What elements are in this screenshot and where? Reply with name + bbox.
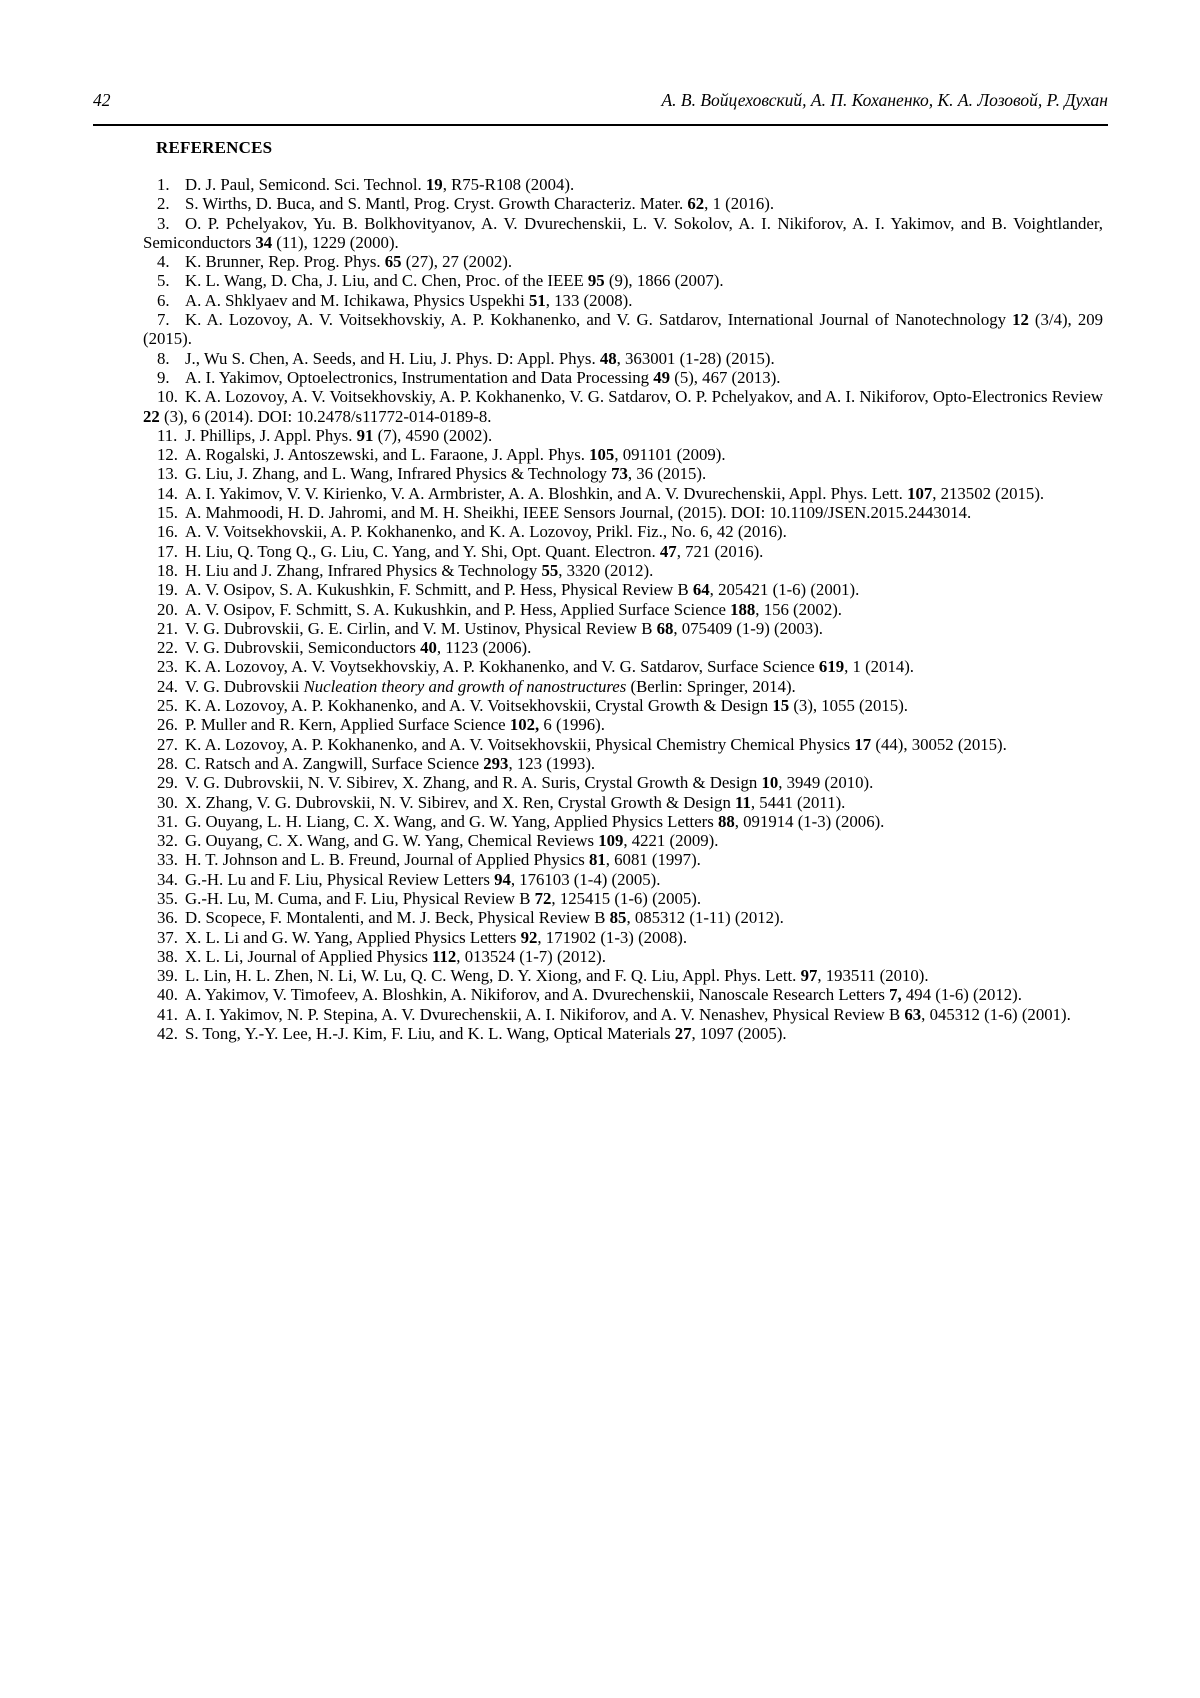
- reference-text: 68: [656, 618, 674, 638]
- reference-number: 32.: [157, 831, 178, 851]
- reference-text: 49: [653, 367, 671, 387]
- reference-text: 40: [420, 638, 437, 658]
- reference-text: 112: [432, 946, 457, 966]
- reference-number: 38.: [157, 946, 178, 966]
- reference-item: [143, 561, 1103, 580]
- reference-text: 55: [541, 560, 559, 580]
- reference-number: 23.: [157, 657, 178, 677]
- reference-text: X. Zhang, V. G. Dubrovskii, N. V. Sibirev, and X. Ren, Crystal Growth & Design: [185, 792, 736, 812]
- reference-item: [143, 310, 1103, 349]
- reference-text: H. T. Johnson and L. B. Freund, Journal of Applied Physics: [185, 850, 589, 870]
- reference-number: 29.: [157, 773, 178, 793]
- reference-text: G. Liu, J. Zhang, and L. Wang, Infrared Physics & Technology: [185, 464, 612, 484]
- reference-item: [143, 947, 1103, 966]
- reference-item: [143, 928, 1103, 947]
- reference-item: [143, 850, 1103, 869]
- reference-text: D. J. Paul, Semicond. Sci. Technol.: [185, 175, 426, 194]
- reference-text: K. A. Lozovoy, A. P. Kokhanenko, and A. V. Voitsekhovskii, Crystal Growth & Design: [185, 696, 773, 716]
- reference-text: A. V. Osipov, S. A. Kukushkin, F. Schmitt, and P. Hess, Physical Review B: [185, 580, 693, 600]
- reference-item: [143, 696, 1103, 715]
- reference-text: , 176103 (1-4) (2005).: [510, 869, 661, 889]
- reference-text: 85: [609, 908, 627, 928]
- reference-number: 2.: [157, 194, 170, 214]
- reference-number: 16.: [157, 522, 178, 542]
- reference-text: 17: [854, 734, 872, 754]
- reference-item: [143, 1024, 1103, 1043]
- reference-text: 81: [588, 850, 606, 870]
- reference-text: (9), 1866 (2007).: [604, 271, 724, 291]
- reference-number: 42.: [157, 1024, 178, 1044]
- reference-item: [143, 600, 1103, 619]
- reference-item: [143, 214, 1103, 253]
- reference-text: 88: [717, 811, 735, 831]
- reference-text: 7,: [889, 985, 902, 1005]
- references-list: [143, 175, 1103, 1043]
- page-content: [93, 88, 1108, 1043]
- reference-number: 7.: [157, 310, 170, 330]
- reference-text: 63: [904, 1004, 922, 1024]
- reference-item: [143, 464, 1103, 483]
- reference-text: 11: [735, 792, 751, 812]
- reference-item: [143, 580, 1103, 599]
- reference-item: [143, 426, 1103, 445]
- reference-text: 65: [384, 252, 402, 272]
- reference-text: , 123 (1993).: [508, 753, 596, 773]
- page-header: [93, 88, 1108, 124]
- reference-item: [143, 908, 1103, 927]
- reference-text: 15: [772, 696, 790, 716]
- reference-text: (3/4), 209 (2015).: [143, 310, 1103, 349]
- reference-number: 3.: [157, 213, 170, 233]
- reference-item: [143, 445, 1103, 464]
- reference-text: J. Phillips, J. Appl. Phys.: [185, 425, 357, 445]
- reference-text: 62: [687, 194, 705, 214]
- reference-text: 107: [907, 483, 933, 503]
- reference-number: 21.: [157, 618, 178, 638]
- reference-text: (27), 27 (2002).: [401, 252, 513, 272]
- reference-text: 293: [483, 753, 509, 773]
- reference-text: C. Ratsch and A. Zangwill, Surface Science: [185, 753, 484, 773]
- reference-text: X. L. Li, Journal of Applied Physics: [185, 946, 433, 966]
- reference-text: 10: [761, 773, 779, 793]
- reference-item: [143, 484, 1103, 503]
- reference-text: K. A. Lozovoy, A. V. Voitsekhovskiy, A. P. Kokhanenko, and V. G. Satdarov, International Journal of Nanotechnology: [185, 310, 1013, 330]
- reference-text: 97: [800, 966, 818, 986]
- reference-item: [143, 194, 1103, 213]
- reference-text: 51: [528, 290, 546, 310]
- reference-text: , 36 (2015).: [627, 464, 707, 484]
- reference-number: 30.: [157, 792, 178, 812]
- reference-number: 1.: [157, 175, 170, 194]
- reference-text: (3), 6 (2014). DOI: 10.2478/s11772-014-0189-8.: [159, 406, 492, 426]
- reference-text: A. Mahmoodi, H. D. Jahromi, and M. H. Sheikhi, IEEE Sensors Journal, (2015). DOI: 10.1109/JSEN.2015.2443014.: [185, 503, 972, 523]
- reference-number: 36.: [157, 908, 178, 928]
- reference-text: 91: [356, 425, 374, 445]
- reference-text: V. G. Dubrovskii, N. V. Sibirev, X. Zhang, and R. A. Suris, Crystal Growth & Design: [185, 773, 762, 793]
- reference-text: 64: [692, 580, 710, 600]
- reference-text: A. Yakimov, V. Timofeev, A. Bloshkin, A. Nikiforov, and A. Dvurechenskii, Nanoscale Research Letters: [185, 985, 890, 1005]
- reference-item: [143, 387, 1103, 426]
- reference-text: , 6081 (1997).: [605, 850, 701, 870]
- reference-text: , 171902 (1-3) (2008).: [537, 927, 688, 947]
- reference-text: A. V. Voitsekhovskii, A. P. Kokhanenko, and K. A. Lozovoy, Prikl. Fiz., No. 6, 42 (2016).: [185, 522, 787, 542]
- reference-text: Nucleation theory and growth of nanostructures: [303, 676, 627, 696]
- reference-text: , 091914 (1-3) (2006).: [734, 811, 885, 831]
- reference-text: 102,: [509, 715, 540, 735]
- reference-text: G.-H. Lu and F. Liu, Physical Review Letters: [185, 869, 495, 889]
- reference-item: [143, 638, 1103, 657]
- reference-number: 31.: [157, 811, 178, 831]
- reference-item: [143, 522, 1103, 541]
- reference-text: , 045312 (1-6) (2001).: [921, 1004, 1071, 1024]
- reference-number: 5.: [157, 271, 170, 291]
- reference-text: 95: [587, 271, 605, 291]
- reference-item: [143, 812, 1103, 831]
- reference-text: K. A. Lozovoy, A. V. Voytsekhovskiy, A. P. Kokhanenko, and V. G. Satdarov, Surface Science: [185, 657, 819, 677]
- reference-text: 72: [534, 888, 552, 908]
- reference-text: , 085312 (1-11) (2012).: [626, 908, 784, 928]
- reference-text: , 193511 (2010).: [817, 966, 929, 986]
- reference-number: 27.: [157, 734, 178, 754]
- reference-text: , 075409 (1-9) (2003).: [673, 618, 823, 638]
- reference-text: 92: [520, 927, 538, 947]
- reference-text: (7), 4590 (2002).: [373, 425, 493, 445]
- reference-text: S. Tong, Y.-Y. Lee, H.-J. Kim, F. Liu, and K. L. Wang, Optical Materials: [185, 1024, 675, 1044]
- reference-text: 12: [1012, 310, 1029, 330]
- reference-text: A. I. Yakimov, N. P. Stepina, A. V. Dvurechenskii, A. I. Nikiforov, and A. V. Nenashev, Physical Review B: [185, 1004, 905, 1024]
- header-rule: [93, 124, 1108, 126]
- page-number: 42: [93, 90, 111, 110]
- reference-text: , 1097 (2005).: [691, 1024, 787, 1044]
- reference-text: G.-H. Lu, M. Cuma, and F. Liu, Physical Review B: [185, 888, 535, 908]
- reference-text: L. Lin, H. L. Zhen, N. Li, W. Lu, Q. C. Weng, D. Y. Xiong, and F. Q. Liu, Appl. Phys. Lett.: [185, 966, 801, 986]
- reference-text: H. Liu and J. Zhang, Infrared Physics & Technology: [185, 560, 542, 580]
- reference-text: A. I. Yakimov, Optoelectronics, Instrumentation and Data Processing: [185, 367, 654, 387]
- reference-item: [143, 677, 1103, 696]
- reference-item: [143, 985, 1103, 1004]
- reference-text: 19: [425, 175, 443, 194]
- reference-number: 17.: [157, 541, 178, 561]
- reference-text: 73: [611, 464, 628, 484]
- references-heading: REFERENCES: [156, 138, 273, 157]
- reference-number: 8.: [157, 348, 170, 368]
- reference-number: 37.: [157, 927, 178, 947]
- reference-text: , 091101 (2009).: [614, 445, 726, 465]
- reference-text: A. V. Osipov, F. Schmitt, S. A. Kukushkin, and P. Hess, Applied Surface Science: [185, 599, 731, 619]
- reference-item: [143, 291, 1103, 310]
- reference-text: , R75-R108 (2004).: [442, 175, 575, 194]
- reference-text: 94: [494, 869, 511, 889]
- reference-item: [143, 619, 1103, 638]
- reference-item: [143, 1005, 1103, 1024]
- reference-text: 27: [674, 1024, 692, 1044]
- reference-number: 28.: [157, 753, 178, 773]
- reference-text: A. A. Shklyaev and M. Ichikawa, Physics Uspekhi: [185, 290, 529, 310]
- reference-number: 34.: [157, 869, 178, 889]
- reference-text: , 205421 (1-6) (2001).: [709, 580, 860, 600]
- reference-text: V. G. Dubrovskii: [185, 676, 304, 696]
- reference-text: 494 (1-6) (2012).: [901, 985, 1022, 1005]
- reference-number: 11.: [157, 425, 178, 445]
- reference-text: A. Rogalski, J. Antoszewski, and L. Faraone, J. Appl. Phys.: [185, 445, 590, 465]
- reference-number: 12.: [157, 445, 178, 465]
- reference-item: [143, 252, 1103, 271]
- reference-item: [143, 715, 1103, 734]
- reference-text: K. A. Lozovoy, A. P. Kokhanenko, and A. V. Voitsekhovskii, Physical Chemistry Chemical Physics: [185, 734, 855, 754]
- reference-text: (Berlin: Springer, 2014).: [626, 676, 796, 696]
- reference-text: A. I. Yakimov, V. V. Kirienko, V. A. Armbrister, A. A. Bloshkin, and A. V. Dvurechenskii, Appl. Phys. Lett.: [185, 483, 908, 503]
- reference-number: 41.: [157, 1004, 178, 1024]
- reference-text: 188: [730, 599, 756, 619]
- reference-item: [143, 368, 1103, 387]
- reference-item: [143, 870, 1103, 889]
- reference-text: (5), 467 (2013).: [670, 367, 781, 387]
- reference-text: D. Scopece, F. Montalenti, and M. J. Beck, Physical Review B: [185, 908, 610, 928]
- reference-text: 105: [589, 445, 615, 465]
- reference-item: [143, 966, 1103, 985]
- reference-number: 40.: [157, 985, 178, 1005]
- reference-text: 34: [255, 232, 273, 252]
- reference-text: V. G. Dubrovskii, Semiconductors: [185, 638, 421, 658]
- reference-number: 39.: [157, 966, 178, 986]
- reference-text: 6 (1996).: [539, 715, 605, 735]
- reference-text: , 1 (2014).: [844, 657, 915, 677]
- reference-item: [143, 773, 1103, 792]
- reference-number: 15.: [157, 503, 178, 523]
- reference-text: , 3949 (2010).: [778, 773, 874, 793]
- reference-text: , 363001 (1-28) (2015).: [616, 348, 775, 368]
- reference-text: K. A. Lozovoy, A. V. Voitsekhovskiy, A. P. Kokhanenko, V. G. Satdarov, O. P. Pchelyakov, and A. I. Nikiforov, Opto-Electronics Review: [185, 387, 1103, 407]
- reference-item: [143, 889, 1103, 908]
- reference-text: , 1123 (2006).: [436, 638, 532, 658]
- reference-item: [143, 831, 1103, 850]
- reference-number: 33.: [157, 850, 178, 870]
- reference-text: O. P. Pchelyakov, Yu. B. Bolkhovityanov, A. V. Dvurechenskii, L. V. Sokolov, A. I. Nikiforov, A. I. Yakimov, and B. Voightlander, Semiconductors: [143, 213, 1103, 252]
- reference-text: V. G. Dubrovskii, G. E. Cirlin, and V. M. Ustinov, Physical Review B: [185, 618, 657, 638]
- reference-text: S. Wirths, D. Buca, and S. Mantl, Prog. Cryst. Growth Characteriz. Mater.: [185, 194, 688, 214]
- reference-number: 24.: [157, 676, 178, 696]
- reference-text: (44), 30052 (2015).: [871, 734, 1007, 754]
- reference-number: 4.: [157, 252, 170, 272]
- reference-item: [143, 735, 1103, 754]
- reference-text: (3), 1055 (2015).: [789, 696, 908, 716]
- reference-text: 109: [598, 831, 624, 851]
- reference-number: 26.: [157, 715, 178, 735]
- reference-number: 13.: [157, 464, 178, 484]
- reference-number: 10.: [157, 387, 178, 407]
- reference-text: K. Brunner, Rep. Prog. Phys.: [185, 252, 385, 272]
- reference-text: 22: [143, 406, 160, 426]
- reference-text: , 013524 (1-7) (2012).: [456, 946, 606, 966]
- reference-text: G. Ouyang, L. H. Liang, C. X. Wang, and G. W. Yang, Applied Physics Letters: [185, 811, 718, 831]
- reference-text: H. Liu, Q. Tong Q., G. Liu, C. Yang, and Y. Shi, Opt. Quant. Electron.: [185, 541, 660, 561]
- reference-number: 25.: [157, 696, 178, 716]
- reference-text: P. Muller and R. Kern, Applied Surface Science: [185, 715, 510, 735]
- reference-item: [143, 175, 1103, 194]
- reference-number: 9.: [157, 367, 170, 387]
- reference-item: [143, 349, 1103, 368]
- reference-item: [143, 503, 1103, 522]
- reference-number: 22.: [157, 638, 178, 658]
- reference-item: [143, 793, 1103, 812]
- reference-text: (11), 1229 (2000).: [272, 232, 399, 252]
- reference-text: , 156 (2002).: [755, 599, 842, 619]
- reference-text: 47: [659, 541, 677, 561]
- reference-number: 19.: [157, 580, 178, 600]
- reference-item: [143, 542, 1103, 561]
- reference-number: 14.: [157, 483, 178, 503]
- reference-number: 6.: [157, 290, 170, 310]
- reference-item: [143, 657, 1103, 676]
- reference-text: , 3320 (2012).: [558, 560, 654, 580]
- reference-text: G. Ouyang, C. X. Wang, and G. W. Yang, Chemical Reviews: [185, 831, 599, 851]
- reference-text: 48: [599, 348, 617, 368]
- reference-item: [143, 271, 1103, 290]
- reference-text: , 721 (2016).: [676, 541, 764, 561]
- reference-number: 18.: [157, 560, 178, 580]
- reference-text: K. L. Wang, D. Cha, J. Liu, and C. Chen, Proc. of the IEEE: [185, 271, 588, 291]
- reference-item: [143, 754, 1103, 773]
- reference-number: 35.: [157, 888, 178, 908]
- reference-text: , 125415 (1-6) (2005).: [551, 888, 702, 908]
- reference-text: X. L. Li and G. W. Yang, Applied Physics Letters: [185, 927, 521, 947]
- reference-text: , 213502 (2015).: [932, 483, 1045, 503]
- reference-text: 619: [818, 657, 845, 677]
- running-head-authors: А. В. Войцеховский, А. П. Коханенко, К. А. Лозовой, Р. Духан: [661, 90, 1108, 110]
- reference-text: J., Wu S. Chen, A. Seeds, and H. Liu, J. Phys. D: Appl. Phys.: [185, 348, 600, 368]
- reference-text: , 4221 (2009).: [623, 831, 719, 851]
- reference-number: 20.: [157, 599, 178, 619]
- reference-text: , 5441 (2011).: [750, 792, 846, 812]
- reference-text: , 133 (2008).: [545, 290, 633, 310]
- reference-text: , 1 (2016).: [704, 194, 775, 214]
